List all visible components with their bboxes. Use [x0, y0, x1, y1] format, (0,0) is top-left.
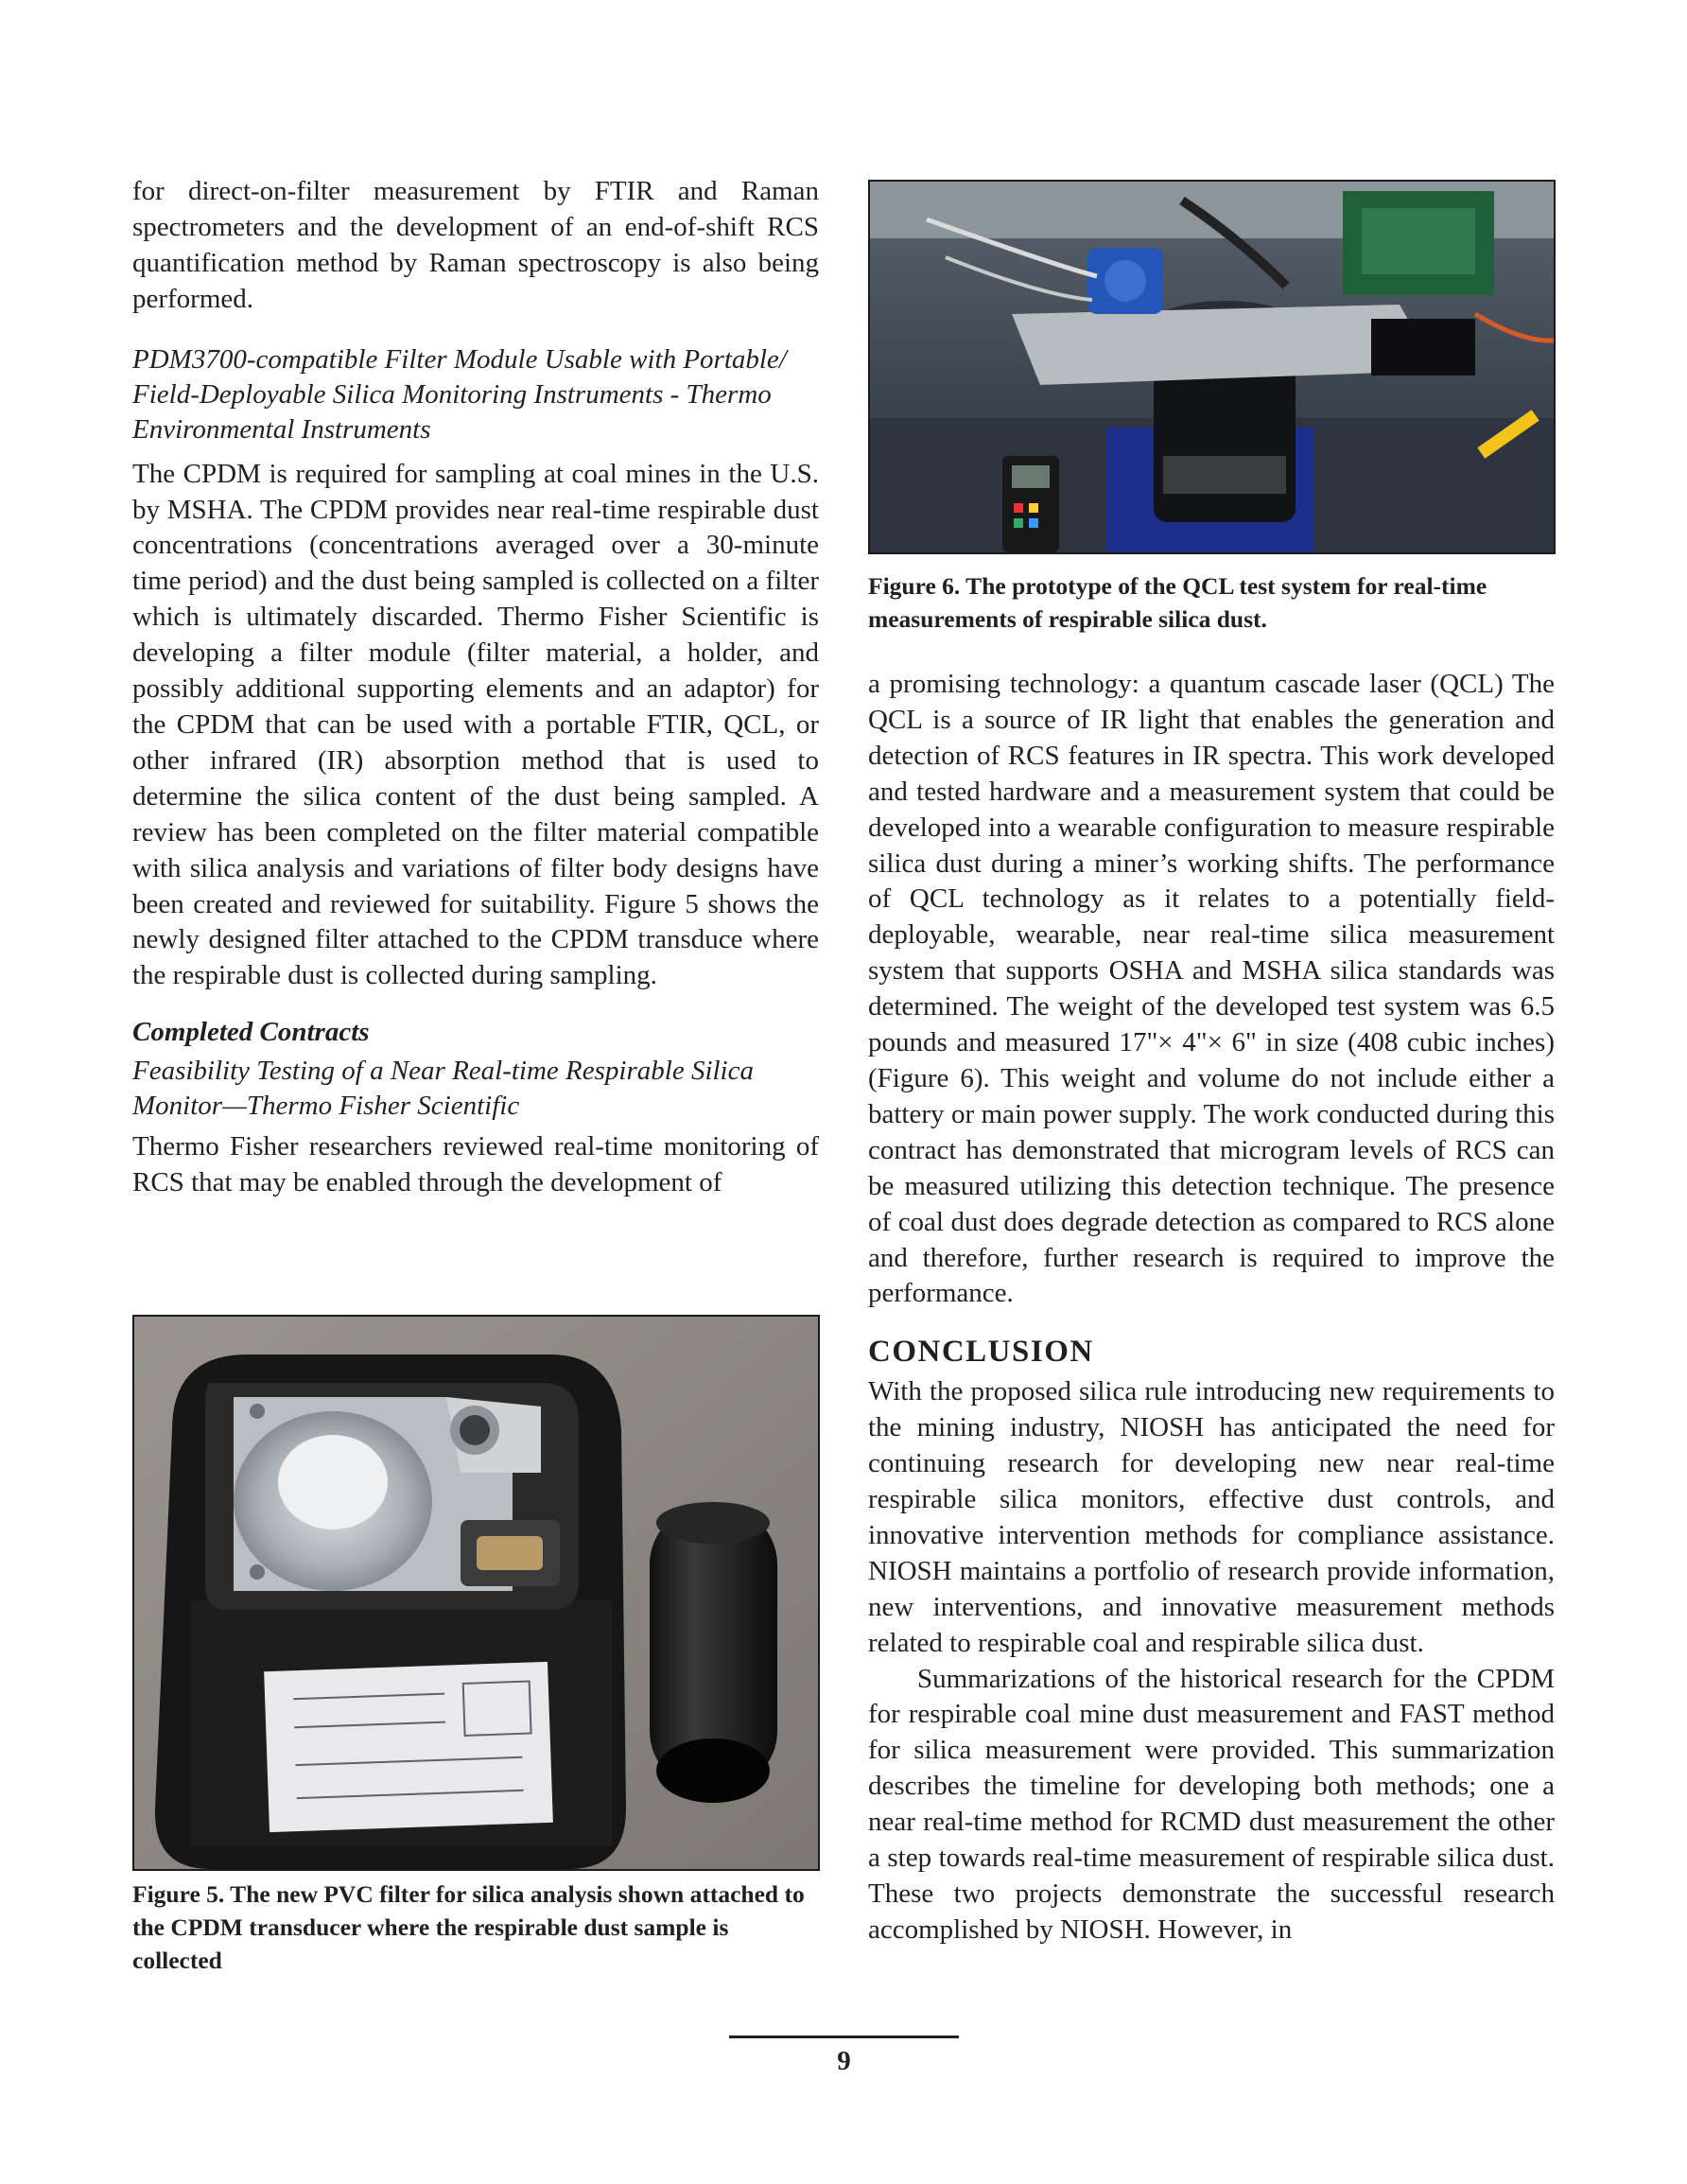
conclusion-paragraph-2: Summarizations of the historical research for the CPDM for respirable coal mine dust measurement and FAST method for silica measurement were provided. This summarization describes the timeline for developing both methods; one a near real-time method for RCMD dust measurement the other a step towards real-time measurement of respirable silica dust. These two projects demonstrate the successful research accomplished by NIOSH. However, in — [868, 1663, 1555, 1945]
pdm-paragraph: The CPDM is required for sampling at coal mines in the U.S. by MSHA. The CPDM provides near real-time respirable dust concentrations (concentrations averaged over a 30-minute time period) and the dust being sampled is collected on a filter which is ultimately discarded. Thermo Fisher Scientific is developing a filter module (filter material, a holder, and possibly additional supporting elements and an adaptor) for the CPDM that can be used with a portable FTIR, QCL, or other infrared (IR) absorption method that is used to determine the silica content of the dust being sampled. A review has been completed on the filter material compatible with silica analysis and variations of filter body designs have been created and reviewed for suitability. Figure 5 shows the newly designed filter attached to the CPDM transduce where the respirable dust is collected during sampling. — [132, 458, 819, 991]
footer-rule — [729, 2035, 959, 2038]
figure6-caption: Figure 6. The prototype of the QCL test system for real-time measurements of respirable silica dust. — [868, 572, 1487, 633]
feasibility-section-title: Feasibility Testing of a Near Real-time Respirable Silica Monitor—Thermo Fisher Scientific — [132, 1056, 754, 1122]
conclusion-paragraph-1: With the proposed silica rule introducing new requirements to the mining industry, NIOSH has anticipated the need for continuing research for developing new near real-time respirable silica monitors, effective dust controls, and innovative intervention methods for compliance assistance. NIOSH maintains a portfolio of research provide information, new interventions, and innovative measurement methods related to respirable coal and respirable silica dust. — [868, 1376, 1555, 1658]
completed-contracts-heading: Completed Contracts — [132, 1017, 370, 1048]
feasibility-paragraph: Thermo Fisher researchers reviewed real-time monitoring of RCS that may be enabled through the development of — [132, 1131, 819, 1198]
cpdm-filter-illustration — [134, 1317, 818, 1869]
intro-paragraph: for direct-on-filter measurement by FTIR and Raman spectrometers and the development of an end-of-shift RCS quantification method by Raman spectroscopy is also being performed. — [132, 176, 819, 314]
conclusion-heading: CONCLUSION — [868, 1335, 1094, 1370]
right-column — [868, 180, 1555, 1948]
pdm-section-title: PDM3700-compatible Filter Module Usable with Portable/ Field-Deployable Silica Monitoring Instruments - Thermo Environmental Instruments — [132, 343, 787, 445]
figure6-spacer — [868, 180, 1555, 569]
figure5-caption: Figure 5. The new PVC filter for silica analysis shown attached to the CPDM transducer where the respirable dust sample is collected — [132, 1880, 805, 1974]
figure5-photo — [132, 1315, 820, 1871]
left-column — [132, 174, 819, 1201]
qcl-paragraph: a promising technology: a quantum cascade laser (QCL) The QCL is a source of IR light that enables the generation and detection of RCS features in IR spectra. This work developed and tested hardware and a measurement system that could be developed into a wearable configuration to measure respirable silica dust during a miner’s working shifts. The performance of QCL technology as it relates to a potentially field-deployable, wearable, near real-time silica measurement system that supports OSHA and MSHA silica standards was determined. The weight of the developed test system was 6.5 pounds and measured 17"× 4"× 6" in size (408 cubic inches) (Figure 6). This weight and volume do not include either a battery or main power supply. The work conducted during this contract has demonstrated that microgram levels of RCS can be measured utilizing this detection technique. The presence of coal dust does degrade detection as compared to RCS alone and therefore, further research is required to improve the performance. — [868, 669, 1555, 1309]
page-number: 9 — [837, 2046, 851, 2076]
